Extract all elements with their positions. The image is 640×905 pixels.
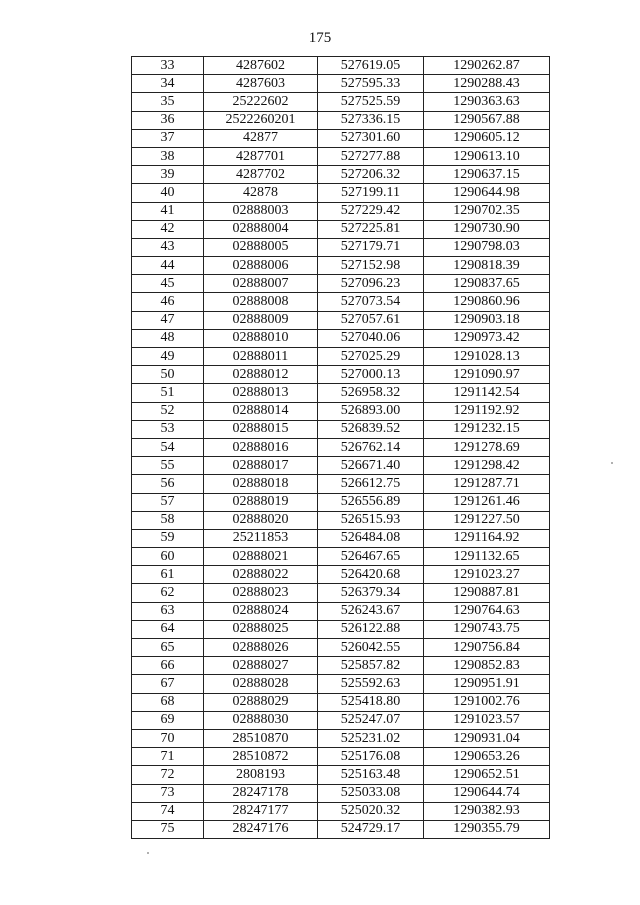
coordinates-table bbox=[131, 56, 550, 839]
y-coordinate-cell: 1290567.88 bbox=[424, 111, 550, 129]
y-coordinate-cell: 1291002.76 bbox=[424, 693, 550, 711]
point-id-cell: 4287701 bbox=[204, 147, 318, 165]
row-number-cell: 75 bbox=[132, 820, 204, 838]
row-number-cell: 58 bbox=[132, 511, 204, 529]
point-id-cell: 02888017 bbox=[204, 457, 318, 475]
point-id-cell: 4287702 bbox=[204, 166, 318, 184]
point-id-cell: 02888028 bbox=[204, 675, 318, 693]
table-row bbox=[132, 729, 550, 747]
point-id-cell: 02888020 bbox=[204, 511, 318, 529]
x-coordinate-cell: 526467.65 bbox=[318, 548, 424, 566]
table-row bbox=[132, 75, 550, 93]
x-coordinate-cell: 527336.15 bbox=[318, 111, 424, 129]
y-coordinate-cell: 1290756.84 bbox=[424, 639, 550, 657]
x-coordinate-cell: 526379.34 bbox=[318, 584, 424, 602]
x-coordinate-cell: 527595.33 bbox=[318, 75, 424, 93]
point-id-cell: 02888022 bbox=[204, 566, 318, 584]
x-coordinate-cell: 527025.29 bbox=[318, 348, 424, 366]
point-id-cell: 42878 bbox=[204, 184, 318, 202]
x-coordinate-cell: 527057.61 bbox=[318, 311, 424, 329]
x-coordinate-cell: 527225.81 bbox=[318, 220, 424, 238]
table-row bbox=[132, 348, 550, 366]
x-coordinate-cell: 525020.32 bbox=[318, 802, 424, 820]
table-row bbox=[132, 275, 550, 293]
table-row bbox=[132, 820, 550, 838]
x-coordinate-cell: 526958.32 bbox=[318, 384, 424, 402]
y-coordinate-cell: 1290355.79 bbox=[424, 820, 550, 838]
point-id-cell: 02888027 bbox=[204, 657, 318, 675]
x-coordinate-cell: 526122.88 bbox=[318, 620, 424, 638]
y-coordinate-cell: 1291132.65 bbox=[424, 548, 550, 566]
point-id-cell: 25222602 bbox=[204, 93, 318, 111]
table-row bbox=[132, 457, 550, 475]
point-id-cell: 02888025 bbox=[204, 620, 318, 638]
point-id-cell: 02888023 bbox=[204, 584, 318, 602]
point-id-cell: 28247176 bbox=[204, 820, 318, 838]
table-row bbox=[132, 748, 550, 766]
table-row bbox=[132, 129, 550, 147]
x-coordinate-cell: 525418.80 bbox=[318, 693, 424, 711]
x-coordinate-cell: 527096.23 bbox=[318, 275, 424, 293]
row-number-cell: 69 bbox=[132, 711, 204, 729]
table-row bbox=[132, 548, 550, 566]
y-coordinate-cell: 1291298.42 bbox=[424, 457, 550, 475]
table-row bbox=[132, 511, 550, 529]
row-number-cell: 43 bbox=[132, 238, 204, 256]
row-number-cell: 74 bbox=[132, 802, 204, 820]
row-number-cell: 57 bbox=[132, 493, 204, 511]
table-row bbox=[132, 257, 550, 275]
x-coordinate-cell: 527179.71 bbox=[318, 238, 424, 256]
x-coordinate-cell: 525033.08 bbox=[318, 784, 424, 802]
table-row bbox=[132, 402, 550, 420]
table-row bbox=[132, 111, 550, 129]
x-coordinate-cell: 527229.42 bbox=[318, 202, 424, 220]
table-row bbox=[132, 693, 550, 711]
x-coordinate-cell: 524729.17 bbox=[318, 820, 424, 838]
table-row bbox=[132, 675, 550, 693]
y-coordinate-cell: 1290973.42 bbox=[424, 329, 550, 347]
point-id-cell: 28247177 bbox=[204, 802, 318, 820]
scan-speck bbox=[147, 852, 149, 854]
table-row bbox=[132, 311, 550, 329]
row-number-cell: 65 bbox=[132, 639, 204, 657]
table-row bbox=[132, 566, 550, 584]
row-number-cell: 40 bbox=[132, 184, 204, 202]
point-id-cell: 4287602 bbox=[204, 57, 318, 75]
x-coordinate-cell: 525857.82 bbox=[318, 657, 424, 675]
y-coordinate-cell: 1290860.96 bbox=[424, 293, 550, 311]
row-number-cell: 45 bbox=[132, 275, 204, 293]
table-row bbox=[132, 147, 550, 165]
point-id-cell: 28247178 bbox=[204, 784, 318, 802]
y-coordinate-cell: 1291261.46 bbox=[424, 493, 550, 511]
point-id-cell: 02888013 bbox=[204, 384, 318, 402]
point-id-cell: 02888026 bbox=[204, 639, 318, 657]
y-coordinate-cell: 1290605.12 bbox=[424, 129, 550, 147]
x-coordinate-cell: 527000.13 bbox=[318, 366, 424, 384]
row-number-cell: 46 bbox=[132, 293, 204, 311]
table-row bbox=[132, 93, 550, 111]
row-number-cell: 48 bbox=[132, 329, 204, 347]
x-coordinate-cell: 527206.32 bbox=[318, 166, 424, 184]
row-number-cell: 62 bbox=[132, 584, 204, 602]
table-row bbox=[132, 293, 550, 311]
row-number-cell: 54 bbox=[132, 438, 204, 456]
x-coordinate-cell: 526671.40 bbox=[318, 457, 424, 475]
row-number-cell: 63 bbox=[132, 602, 204, 620]
y-coordinate-cell: 1291023.27 bbox=[424, 566, 550, 584]
table-row bbox=[132, 602, 550, 620]
row-number-cell: 52 bbox=[132, 402, 204, 420]
point-id-cell: 02888009 bbox=[204, 311, 318, 329]
point-id-cell: 42877 bbox=[204, 129, 318, 147]
row-number-cell: 34 bbox=[132, 75, 204, 93]
row-number-cell: 36 bbox=[132, 111, 204, 129]
point-id-cell: 02888024 bbox=[204, 602, 318, 620]
row-number-cell: 41 bbox=[132, 202, 204, 220]
row-number-cell: 66 bbox=[132, 657, 204, 675]
y-coordinate-cell: 1290382.93 bbox=[424, 802, 550, 820]
point-id-cell: 02888018 bbox=[204, 475, 318, 493]
row-number-cell: 70 bbox=[132, 729, 204, 747]
point-id-cell: 02888014 bbox=[204, 402, 318, 420]
row-number-cell: 53 bbox=[132, 420, 204, 438]
point-id-cell: 28510872 bbox=[204, 748, 318, 766]
x-coordinate-cell: 526042.55 bbox=[318, 639, 424, 657]
point-id-cell: 02888006 bbox=[204, 257, 318, 275]
x-coordinate-cell: 527073.54 bbox=[318, 293, 424, 311]
point-id-cell: 2808193 bbox=[204, 766, 318, 784]
y-coordinate-cell: 1290288.43 bbox=[424, 75, 550, 93]
y-coordinate-cell: 1290653.26 bbox=[424, 748, 550, 766]
y-coordinate-cell: 1290743.75 bbox=[424, 620, 550, 638]
point-id-cell: 2522260201 bbox=[204, 111, 318, 129]
table-row bbox=[132, 238, 550, 256]
row-number-cell: 68 bbox=[132, 693, 204, 711]
table-row bbox=[132, 766, 550, 784]
scan-speck bbox=[611, 462, 613, 464]
x-coordinate-cell: 526556.89 bbox=[318, 493, 424, 511]
y-coordinate-cell: 1290702.35 bbox=[424, 202, 550, 220]
table-row bbox=[132, 420, 550, 438]
y-coordinate-cell: 1290852.83 bbox=[424, 657, 550, 675]
point-id-cell: 02888010 bbox=[204, 329, 318, 347]
x-coordinate-cell: 525592.63 bbox=[318, 675, 424, 693]
x-coordinate-cell: 527619.05 bbox=[318, 57, 424, 75]
point-id-cell: 02888015 bbox=[204, 420, 318, 438]
table-row bbox=[132, 529, 550, 547]
x-coordinate-cell: 527152.98 bbox=[318, 257, 424, 275]
row-number-cell: 61 bbox=[132, 566, 204, 584]
x-coordinate-cell: 526893.00 bbox=[318, 402, 424, 420]
y-coordinate-cell: 1291023.57 bbox=[424, 711, 550, 729]
y-coordinate-cell: 1290644.98 bbox=[424, 184, 550, 202]
x-coordinate-cell: 526243.67 bbox=[318, 602, 424, 620]
row-number-cell: 59 bbox=[132, 529, 204, 547]
table-row bbox=[132, 711, 550, 729]
point-id-cell: 02888029 bbox=[204, 693, 318, 711]
point-id-cell: 4287603 bbox=[204, 75, 318, 93]
x-coordinate-cell: 527040.06 bbox=[318, 329, 424, 347]
y-coordinate-cell: 1290887.81 bbox=[424, 584, 550, 602]
table-row bbox=[132, 802, 550, 820]
row-number-cell: 49 bbox=[132, 348, 204, 366]
y-coordinate-cell: 1290613.10 bbox=[424, 147, 550, 165]
table-row bbox=[132, 57, 550, 75]
y-coordinate-cell: 1291164.92 bbox=[424, 529, 550, 547]
point-id-cell: 28510870 bbox=[204, 729, 318, 747]
table-row bbox=[132, 438, 550, 456]
y-coordinate-cell: 1291028.13 bbox=[424, 348, 550, 366]
y-coordinate-cell: 1291192.92 bbox=[424, 402, 550, 420]
table-row bbox=[132, 220, 550, 238]
row-number-cell: 56 bbox=[132, 475, 204, 493]
row-number-cell: 33 bbox=[132, 57, 204, 75]
table-row bbox=[132, 384, 550, 402]
row-number-cell: 39 bbox=[132, 166, 204, 184]
point-id-cell: 02888007 bbox=[204, 275, 318, 293]
y-coordinate-cell: 1290262.87 bbox=[424, 57, 550, 75]
y-coordinate-cell: 1291278.69 bbox=[424, 438, 550, 456]
point-id-cell: 02888005 bbox=[204, 238, 318, 256]
row-number-cell: 35 bbox=[132, 93, 204, 111]
table-row bbox=[132, 329, 550, 347]
y-coordinate-cell: 1290903.18 bbox=[424, 311, 550, 329]
page-number: 175 bbox=[308, 30, 332, 46]
table-row bbox=[132, 620, 550, 638]
x-coordinate-cell: 527199.11 bbox=[318, 184, 424, 202]
y-coordinate-cell: 1290637.15 bbox=[424, 166, 550, 184]
point-id-cell: 25211853 bbox=[204, 529, 318, 547]
x-coordinate-cell: 525163.48 bbox=[318, 766, 424, 784]
table-row bbox=[132, 184, 550, 202]
row-number-cell: 50 bbox=[132, 366, 204, 384]
y-coordinate-cell: 1290951.91 bbox=[424, 675, 550, 693]
x-coordinate-cell: 527301.60 bbox=[318, 129, 424, 147]
y-coordinate-cell: 1291142.54 bbox=[424, 384, 550, 402]
y-coordinate-cell: 1290798.03 bbox=[424, 238, 550, 256]
y-coordinate-cell: 1290363.63 bbox=[424, 93, 550, 111]
table-row bbox=[132, 493, 550, 511]
row-number-cell: 60 bbox=[132, 548, 204, 566]
point-id-cell: 02888003 bbox=[204, 202, 318, 220]
row-number-cell: 73 bbox=[132, 784, 204, 802]
y-coordinate-cell: 1291227.50 bbox=[424, 511, 550, 529]
row-number-cell: 51 bbox=[132, 384, 204, 402]
x-coordinate-cell: 526484.08 bbox=[318, 529, 424, 547]
row-number-cell: 37 bbox=[132, 129, 204, 147]
point-id-cell: 02888030 bbox=[204, 711, 318, 729]
y-coordinate-cell: 1290644.74 bbox=[424, 784, 550, 802]
row-number-cell: 71 bbox=[132, 748, 204, 766]
table-row bbox=[132, 584, 550, 602]
table-row bbox=[132, 366, 550, 384]
y-coordinate-cell: 1290730.90 bbox=[424, 220, 550, 238]
x-coordinate-cell: 526515.93 bbox=[318, 511, 424, 529]
y-coordinate-cell: 1290764.63 bbox=[424, 602, 550, 620]
row-number-cell: 64 bbox=[132, 620, 204, 638]
point-id-cell: 02888012 bbox=[204, 366, 318, 384]
point-id-cell: 02888011 bbox=[204, 348, 318, 366]
y-coordinate-cell: 1291232.15 bbox=[424, 420, 550, 438]
y-coordinate-cell: 1291287.71 bbox=[424, 475, 550, 493]
table-row bbox=[132, 166, 550, 184]
point-id-cell: 02888019 bbox=[204, 493, 318, 511]
row-number-cell: 42 bbox=[132, 220, 204, 238]
y-coordinate-cell: 1291090.97 bbox=[424, 366, 550, 384]
y-coordinate-cell: 1290837.65 bbox=[424, 275, 550, 293]
y-coordinate-cell: 1290818.39 bbox=[424, 257, 550, 275]
x-coordinate-cell: 526420.68 bbox=[318, 566, 424, 584]
point-id-cell: 02888016 bbox=[204, 438, 318, 456]
row-number-cell: 38 bbox=[132, 147, 204, 165]
y-coordinate-cell: 1290652.51 bbox=[424, 766, 550, 784]
table-row bbox=[132, 639, 550, 657]
x-coordinate-cell: 526612.75 bbox=[318, 475, 424, 493]
point-id-cell: 02888021 bbox=[204, 548, 318, 566]
row-number-cell: 47 bbox=[132, 311, 204, 329]
table-row bbox=[132, 475, 550, 493]
row-number-cell: 72 bbox=[132, 766, 204, 784]
point-id-cell: 02888008 bbox=[204, 293, 318, 311]
x-coordinate-cell: 527525.59 bbox=[318, 93, 424, 111]
row-number-cell: 67 bbox=[132, 675, 204, 693]
x-coordinate-cell: 525176.08 bbox=[318, 748, 424, 766]
row-number-cell: 44 bbox=[132, 257, 204, 275]
row-number-cell: 55 bbox=[132, 457, 204, 475]
table-row bbox=[132, 202, 550, 220]
x-coordinate-cell: 526839.52 bbox=[318, 420, 424, 438]
x-coordinate-cell: 526762.14 bbox=[318, 438, 424, 456]
x-coordinate-cell: 525247.07 bbox=[318, 711, 424, 729]
table-row bbox=[132, 784, 550, 802]
point-id-cell: 02888004 bbox=[204, 220, 318, 238]
x-coordinate-cell: 525231.02 bbox=[318, 729, 424, 747]
y-coordinate-cell: 1290931.04 bbox=[424, 729, 550, 747]
table-row bbox=[132, 657, 550, 675]
x-coordinate-cell: 527277.88 bbox=[318, 147, 424, 165]
